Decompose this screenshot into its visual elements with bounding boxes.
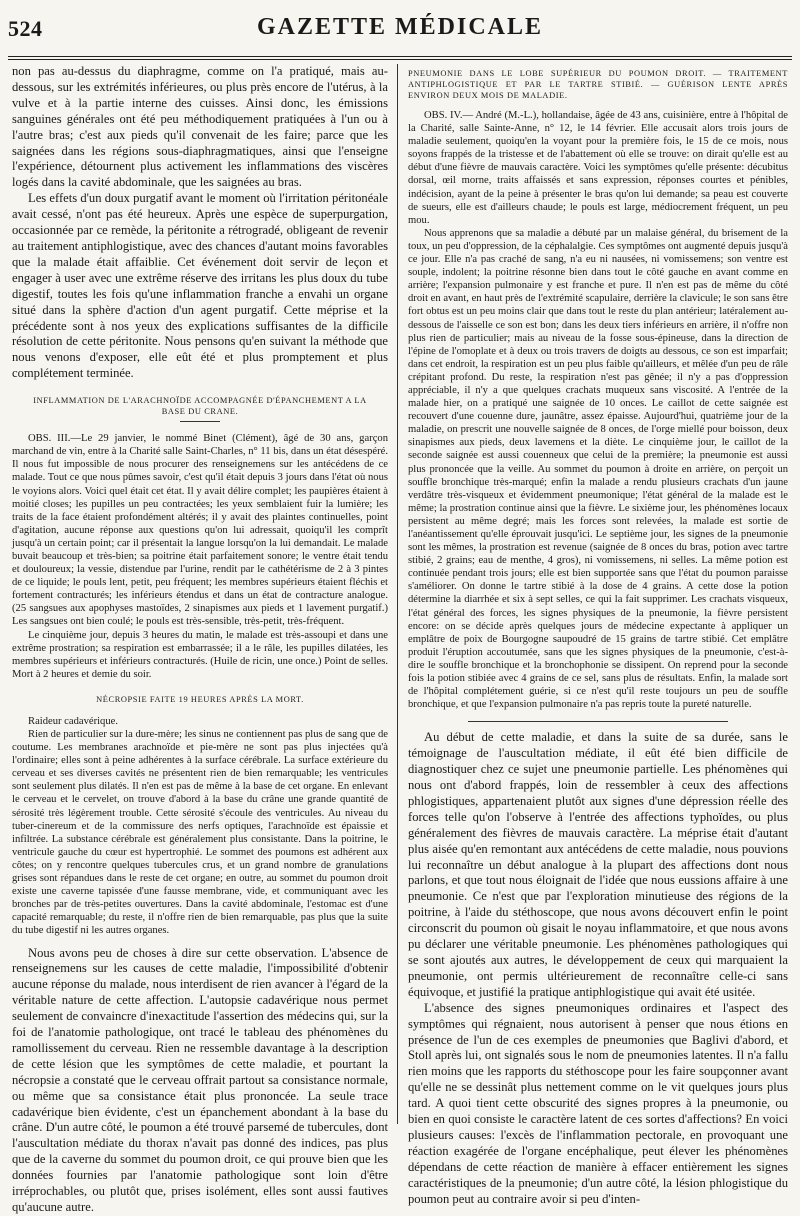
page-number: 524	[8, 16, 43, 41]
autopsy-heading	[22, 694, 378, 705]
case-text: — André (M.-L.), hollandaise, âgée de 43 ans, cuisinière, entre à l'hôpital de la Charité, salle Sainte-Anne, n° 12, le 14 février. Elle accusait alors trois jours de maladie seulement, quoiqu'en la voyant pour la première fois, le 15 de ce mois, nous soyons frappés de la tristesse et de l'abattement où elle se trouve: on dirait qu'elle est au début d'une fièvre de mauvais caractère. Voici les symptômes qu'elle présente: décubitus dorsal, œil morne, traits affaissés et sans expression, réponses courtes et pénibles, indécision, ayant de la peine à présenter le bras qu'on lui demande; sa peau est couverte de sueurs, elle est d'ailleurs chaude; le pouls est large, médiocrement fréquent, un peu mou.	[408, 110, 788, 226]
right-column	[408, 64, 788, 1206]
case-paragraph	[408, 109, 788, 227]
section-heading	[22, 395, 378, 422]
commentary-paragraph: Au début de cette maladie, et dans la suite de sa durée, sans le témoignage de l'auscultation médiate, il eût été bien difficile de diagnostiquer chez ce sujet une pneumonie partielle. Les phénomènes qui nous ont d'abord frappés, loin de ressembler à ceux des affections phlogistiques, appartenaient plutôt aux signes d'une dépression réelle des forces telle qu'on l'observe à l'entrée des affections typhoïdes, ou plus généralement des fièvres de mauvais caractère. La méprise était d'autant plus aisée qu'en remontant aux antécédens de cette maladie, nous pouvions lui reconnaître un début analogue à la plupart des affections dont nous parlons, et que tout nous éloignait de l'idée que nous eussions affaire à une pneumonie. Ce n'est que par l'exploration minutieuse des régions de la poitrine, à l'aide du stéthoscope, que nous avons découvert enfin le point circonscrit du poumon où gisait le noyau inflammatoire, et que nous avons pu déclarer une véritable pneumonie. Les phénomènes pathologiques qui se sont ajoutés aux autres, le développement de ceux qui marquaient la pneumonie, ont permis ultérieurement de reconnaître celle-ci sans équivoque, et justifié la pratique antiphlogistique qui avait été usitée.	[408, 730, 788, 999]
case-paragraph: Nous apprenons que sa maladie a débuté par un malaise général, du brisement de la toux, un peu d'oppression, de la céphalalgie. Ces symptômes ont augmenté depuis jusqu'à ce jour. Elle n'a pas craché de sang, n'a eu ni nausées, ni vomissemens; son ventre est souple, indolent; la poitrine résonne bien dans tout le côté gauche en avant comme en arrière; l'expansion pulmonaire y est franche et pure. Il n'en est pas de même du côté droit en avant, en haut près de l'extrémité scapulaire, derrière la clavicule; le son sans être fort obtus est un peu moins clair que dans tout le reste du plan antérieur; latéralement au-dessous de l'aisselle ce son est bon; dans les deux tiers inférieurs en arrière, il n'offre non plus rien de particulier; mais au niveau de la fosse sous-épineuse, dans la direction de l'épine de l'omoplate et à deux ou trois travers de doigts au dessous, ce son est imparfait; dans cet endroit, la respiration est un peu plus faible qu'ailleurs, et mêlée d'un peu de râle crépitant profond. Du reste, la respiration n'est pas gênée; il n'y a pas d'oppression appréciable, il n'y a que quelques crachats muqueux sans viscosité. A l'entrée de la malade hier, on a pratiqué une saignée de 10 onces. Le caillot de cette saignée est recouvert d'une couenne dure, jaunâtre, assez épaisse. Aujourd'hui, quatrième jour de la maladie, on prescrit une nouvelle saignée de 8 onces, de l'orge miellé pour boisson, deux sinapismes aux pieds, deux lavemens et la diète. Le cinquième jour, le caillot de la seconde saignée est aussi couenneux que celui de la première; la pneumonie est aussi plus prononcée que la veille. Au sommet du poumon à droite en arrière, on perçoit un souffle bronchique très-marqué; enfin la malade a rendu plusieurs crachats d'un jaune verdâtre très-visqueux et évidemment pneumonique; l'état général de la malade est le même; la prostration continue ainsi que la fièvre. Le sixième jour, les phénomènes locaux persistent au même degré; mais les forces sont relevées, la malade est sortie de l'anéantissement qu'elle éprouvait jusqu'ici. Le septième jour, les signes de la pneumonie sont les mêmes, la prostration est revenue (saignée de 8 onces du bras, potion avec tartre stibié, 2 grains; eau de menthe, 4 gros), ni vomissemens, ni selles. La même potion est continuée pendant trois jours; elle est bien supportée sans que l'état du poumon paraisse s'améliorer. On donne le tartre stibié à la dose de 4 grains. A cette dose la potion détermine la diarrhée et six à sept selles, ce qui la fait supprimer. Les crachats visqueux, l'état général des forces, les signes physiques de la pneumonie, la fièvre persistent encore: on se décide après quelques jours de médecine expectante à appliquer un emplâtre de poix de Bourgogne saupoudré de 15 grains de tartre stibié. Cet emplâtre produit l'éruption accoutumée, sans que les signes physiques de la pneumonie, c'est-à-dire le souffle bronchique et la bronchophonie se dissipent. On reprend pour la seconde fois la potion stibiée avec 4 grains de ce sel, sans plus de résultats. Enfin, la malade sort de l'hôpital complétement guérie, si ce n'est qu'il reste toujours un peu de souffle bronchique, et que l'expansion pulmonaire n'a pas repris toute la pureté naturelle.	[408, 227, 788, 711]
page-header	[0, 0, 800, 62]
commentary-paragraph: Nous avons peu de choses à dire sur cette observation. L'absence de renseignemens sur les causes de cette maladie, l'impossibilité d'obtenir aucune réponse du malade, nous interdisent de rien avancer à l'égard de la véritable nature de cette affection. L'autopsie cadavérique nous permet seulement de convaincre d'inexactitude l'assertion des médecins qui, sur la foi de l'anatomie pathologique, ont tracé le tableau des phénomènes du ramollissement du cerveau. Rien ne ressemble davantage à la description de cette lésion que les symptômes de cette maladie, et pourtant la nécropsie a constaté que le cerveau offrait partout sa consistance normale, ou même que sa consistance était plus prononcée. La seule trace cadavérique bien évidente, c'est un épanchement abondant à la base du crâne. D'un autre côté, le poumon a été trouvé parsemé de tubercules, dont l'auscultation médiate du thorax n'avait pas donné des indices, pas plus que de la caverne du sommet du poumon droit, ce qui prouve bien que les données fournies par l'anatomie pathologique sont loin d'être irréprochables, ou plutôt que, prises isolément, elles sont aussi fautives qu'aucune autre.	[12, 945, 388, 1214]
case-paragraph	[12, 432, 388, 628]
case-text: —Le 29 janvier, le nommé Binet (Clément), âgé de 30 ans, garçon marchand de vin, entre à la Charité salle Saint-Charles, n° 11 bis, dans un état désespéré. Il nous fut impossible de nous procurer des renseignemens sur les antécédens de ce malade. Tout ce que nous pûmes savoir, c'est qu'il était depuis 3 jours dans l'état où nous le voyions alors. Voici quel était cet état. Il y avait délire complet; les paupières étaient à moitié closes; les pupilles un peu contractées; les yeux semblaient fuir la lumière; les traits de la face étaient profondément altérés; il y avait des plaintes continuelles, point d'agitation, aucune réponse aux questions qu'on lui adressait, quoiqu'il les comprît jusqu'à un certain point; car il présentait la langue lorsqu'on la lui demandait. Le malade buvait beaucoup et très-bien; sa poitrine était parfaitement sonore; le ventre était tendu et douloureux; la vessie, distendue par l'urine, rendit par le cathétérisme de 2 à 3 pintes de ce liquide; le pouls lent, petit, peu fréquent; les membres supérieurs étaient fléchis et fortement contracturés; les inférieurs étendus et dans un état de contracture analogue. (25 sangsues aux apophyses mastoïdes, 2 sinapismes aux pieds et 1 lavement purgatif.) Les sangsues ont bien coulé; le pouls est très-sensible, très-petit, très-fréquent.	[12, 433, 388, 628]
case-label: OBS. IV.	[424, 110, 463, 121]
autopsy-heading-text: NÉCROPSIE FAITE 19 HEURES APRÈS LA MORT.	[96, 694, 304, 704]
autopsy-paragraph: Raideur cadavérique.	[28, 715, 119, 727]
section-heading-text: PNEUMONIE DANS LE LOBE SUPÉRIEUR DU POUMON DROIT. — TRAITEMENT ANTIPHLOGISTIQUE ET PAR LE TARTRE STIBIÉ. — GUÉRISON LENTE APRÈS ENVIRON DEUX MOIS DE MALADIE.	[408, 69, 788, 100]
journal-title: GAZETTE MÉDICALE	[256, 14, 544, 40]
heading-rule	[180, 421, 220, 422]
section-heading-text: INFLAMMATION DE L'ARACHNOÏDE ACCOMPAGNÉE D'ÉPANCHEMENT A LA BASE DU CRANE.	[33, 396, 367, 417]
column-divider	[397, 64, 398, 1124]
section-heading	[408, 68, 788, 101]
commentary-paragraph: L'absence des signes pneumoniques ordinaires et l'aspect des symptômes qui régnaient, nous autorisent à penser que nous étions en présence de l'un de ces exemples de pneumonies que Baglivi d'abord, et Stoll après lui, ont signalés sous le nom de pneumonies latentes. Il n'a fallu rien moins que les rapports du stéthoscope pour les faire soupçonner avant qu'elle ne se dessinât plus nettement comme on le vit quelques jours plus tard. A quoi tient cette obscurité des signes propres à la pneumonie, ou bien en quoi consiste le caractère latent de ces sortes d'affections? En voici plusieurs causes: l'excès de l'inflammation pectorale, en provoquant une réaction exagérée de l'organe encéphalique, peut élever les phénomènes dépendans de cette réaction de manière à effacer entièrement les signes caractéristiques de la pneumonie; d'un autre côté, la lésion phlogistique du poumon peut au contraire avoir si peu d'inten-	[408, 1000, 788, 1206]
intro-paragraph: non pas au-dessus du diaphragme, comme on l'a pratiqué, mais au-dessous, sur les extrémités inférieures, ou plus près encore de l'utérus, à la vulve et à la partie interne des cuisses. Ainsi donc, les émissions sanguines générales ont été peu méthodiquement pratiquées à l'un ou à l'autre bras; c'est aux pieds qu'il convenait de les faire; parce que les saignées dans les régions sous-diaphragmatiques, ainsi que l'enseigne l'expérience, détournent plus activement les inflammations des viscères logés dans la cavité abdominale, que les saignées au bras.	[12, 64, 388, 190]
section-rule	[468, 721, 728, 722]
header-rule	[8, 56, 792, 60]
autopsy-paragraph: Rien de particulier sur la dure-mère; les sinus ne contiennent pas plus de sang que de coutume. Les membranes arachnoïde et pie-mère ne sont pas plus injectées qu'à l'ordinaire; elles sont à peine adhérentes à la surface cérébrale. La surface extérieure du cerveau et ses diverses cavités ne présentent rien de bien remarquable; les ventricules sont seulement plus dilatés. Il n'en est pas de même à la base de cet organe. En enlevant le cerveau et le cervelet, on trouve d'abord à la base du crâne une grande quantité de sérosité très légèrement trouble. Cette sérosité s'écoule des ventricules. Au niveau du tuber-cinereum et de la commissure des nerfs optiques, l'arachnoïde est épaissie et infiltrée. La substance cérébrale est généralement plus consistante. Dans la poitrine, le ventricule gauche du cœur est hypertrophié. Le sommet des poumons est adhérent aux côtes; on y rencontre quelques tubercules crus, et un grand nombre de granulations grises sont répandues dans le reste de cet organe; en outre, au sommet du poumon droit existe une caverne tapissée d'une fausse membrane, vide, et communiquant avec les bronches par de très-petites ouvertures. Dans la cavité abdominale, l'estomac est d'une capacité remarquable; du reste, il n'offre rien de bien remarquable, pas plus que la suite du tube digestif ni les autres organes.	[12, 729, 388, 937]
left-column	[12, 64, 388, 1214]
case-paragraph: Le cinquième jour, depuis 3 heures du matin, le malade est très-assoupi et dans une extrême prostration; sa respiration est embarrassée; il a le râle, les pupilles dilatées, les membres supérieurs et inférieurs contracturés. (Huile de ricin, une once.) Point de selles. Mort à 2 heures et demie du soir.	[12, 629, 388, 680]
intro-paragraph: Les effets d'un doux purgatif avant le moment où l'irritation péritonéale avait cessé, n'ont pas été heureux. Après une espèce de superpurgation, occasionnée par ce remède, la péritonite a rétrogradé, obligeant de revenir au traitement antiphlogistique, avec des chances d'autant moins favorables que la malade était affaiblie. Cet événement doit servir de leçon et engager à user avec une extrême réserve des irritans les plus doux du tube digestif, toutes les fois qu'une inflammation franche a envahi un organe situé dans la sphère d'action d'un agent purgatif. Cette méprise et la précédente sont à nos yeux des explications suffisantes de la difficile résolution de cette péritonite. Nous pensons qu'en suivant la méthode que nous venons d'exposer, elle eût été et plus promptement et plus complétement terminée.	[12, 191, 388, 381]
case-label: OBS. III.	[28, 433, 71, 445]
